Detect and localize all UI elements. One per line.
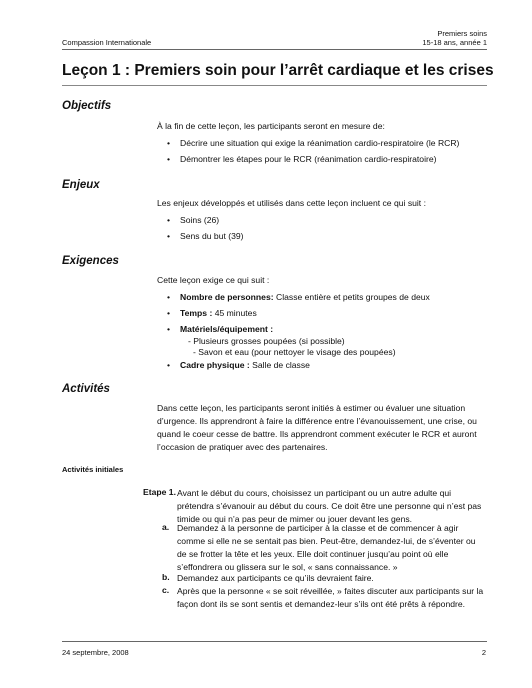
objectifs-body	[157, 120, 486, 169]
footer-date: 24 septembre, 2008	[62, 648, 129, 657]
objectifs-intro: À la fin de cette leçon, les participants seront en mesure de:	[157, 121, 385, 131]
page-title: Leçon 1 : Premiers soin pour l’arrêt cardiaque et les crises	[62, 62, 494, 79]
step-text-a: Demandez à la personne de participer à la classe et de commencer à agir comme si elle ne se sentait pas bien. Peut-être, demandez-lui, de s’éventer ou de se frotter la tête et les yeux. Elle doit continuer jusqu’au point où elle s’effondrera ou glissera sur le sol, « sans connaissance. »	[177, 523, 476, 572]
step-text-b: Demandez aux participants ce qu’ils devraient faire.	[177, 573, 374, 583]
exigences-body	[157, 274, 486, 375]
step-label-a: a.	[162, 522, 170, 532]
page-number: 2	[481, 648, 486, 657]
header-course-name: Premiers soins	[437, 29, 487, 38]
section-heading-objectifs: Objectifs	[62, 100, 112, 112]
list-item	[157, 291, 486, 304]
personnes-label: Nombre de personnes:	[180, 292, 274, 302]
exigences-intro: Cette leçon exige ce qui suit :	[157, 275, 270, 285]
personnes-value: Classe entière et petits groupes de deux	[273, 292, 430, 302]
list-item	[157, 323, 486, 358]
list-item: • Sens du but (39)	[157, 230, 486, 243]
list-item	[157, 307, 486, 320]
cadre-value: Salle de classe	[249, 360, 310, 370]
cadre-label: Cadre physique :	[180, 360, 250, 370]
etape-label: Etape 1.	[143, 487, 176, 497]
footer-divider	[62, 641, 487, 642]
activites-paragraph: Dans cette leçon, les participants seront initiés à estimer ou évaluer une situation d’urgence. Ils apprendront à faire la différence entre l’évanouissement, une crise, ou quand le coeur cesse de battre. Ils apprendront comment exécuter le RCR et auront l’occasion de pratiquer avec des partenaires.	[157, 403, 477, 452]
section-heading-activites: Activités	[62, 383, 110, 395]
etape-text: Avant le début du cours, choisissez un participant ou un autre adulte qui prétendra s’évanouir au début du cours. Ce doit être une personne qui n’est pas timide ou qui n’a pas peur de mimer ou jouer devant les gens.	[177, 488, 482, 524]
materiel-sub-item: - Savon et eau (pour nettoyer le visage des poupées)	[193, 347, 396, 357]
materiel-sub-item: - Plusieurs grosses poupées (si possible)	[188, 336, 345, 346]
list-item: • Décrire une situation qui exige la réanimation cardio-respiratoire (le RCR)	[157, 137, 486, 150]
step-label-b: b.	[162, 572, 170, 582]
temps-value: 45 minutes	[212, 308, 257, 318]
temps-label: Temps :	[180, 308, 213, 318]
list-item: • Démontrer les étapes pour le RCR (réanimation cardio-respiratoire)	[157, 153, 486, 166]
materiel-label: Matériels/équipement :	[180, 324, 274, 334]
exigences-list	[157, 291, 486, 372]
objectifs-list	[157, 137, 486, 166]
section-heading-enjeux: Enjeux	[62, 179, 100, 191]
list-item	[157, 359, 486, 372]
step-text-c: Après que la personne « se soit réveillée, » faites discuter aux participants sur la façon dont ils se sont sentis et demandez-leur s’ils ont été prêts à répondre.	[177, 586, 484, 609]
section-heading-activites-initiales: Activités initiales	[62, 465, 124, 474]
step-label-c: c.	[162, 585, 170, 595]
title-divider	[62, 85, 487, 86]
section-heading-exigences: Exigences	[62, 255, 119, 267]
enjeux-list	[157, 214, 486, 243]
list-item: • Soins (26)	[157, 214, 486, 227]
header-divider	[62, 49, 487, 50]
header-organization: Compassion Internationale	[62, 38, 152, 47]
header-course-info	[422, 29, 487, 47]
enjeux-intro: Les enjeux développés et utilisés dans cette leçon incluent ce qui suit :	[157, 198, 426, 208]
enjeux-body	[157, 197, 486, 246]
header-course-level: 15-18 ans, année 1	[422, 38, 487, 47]
